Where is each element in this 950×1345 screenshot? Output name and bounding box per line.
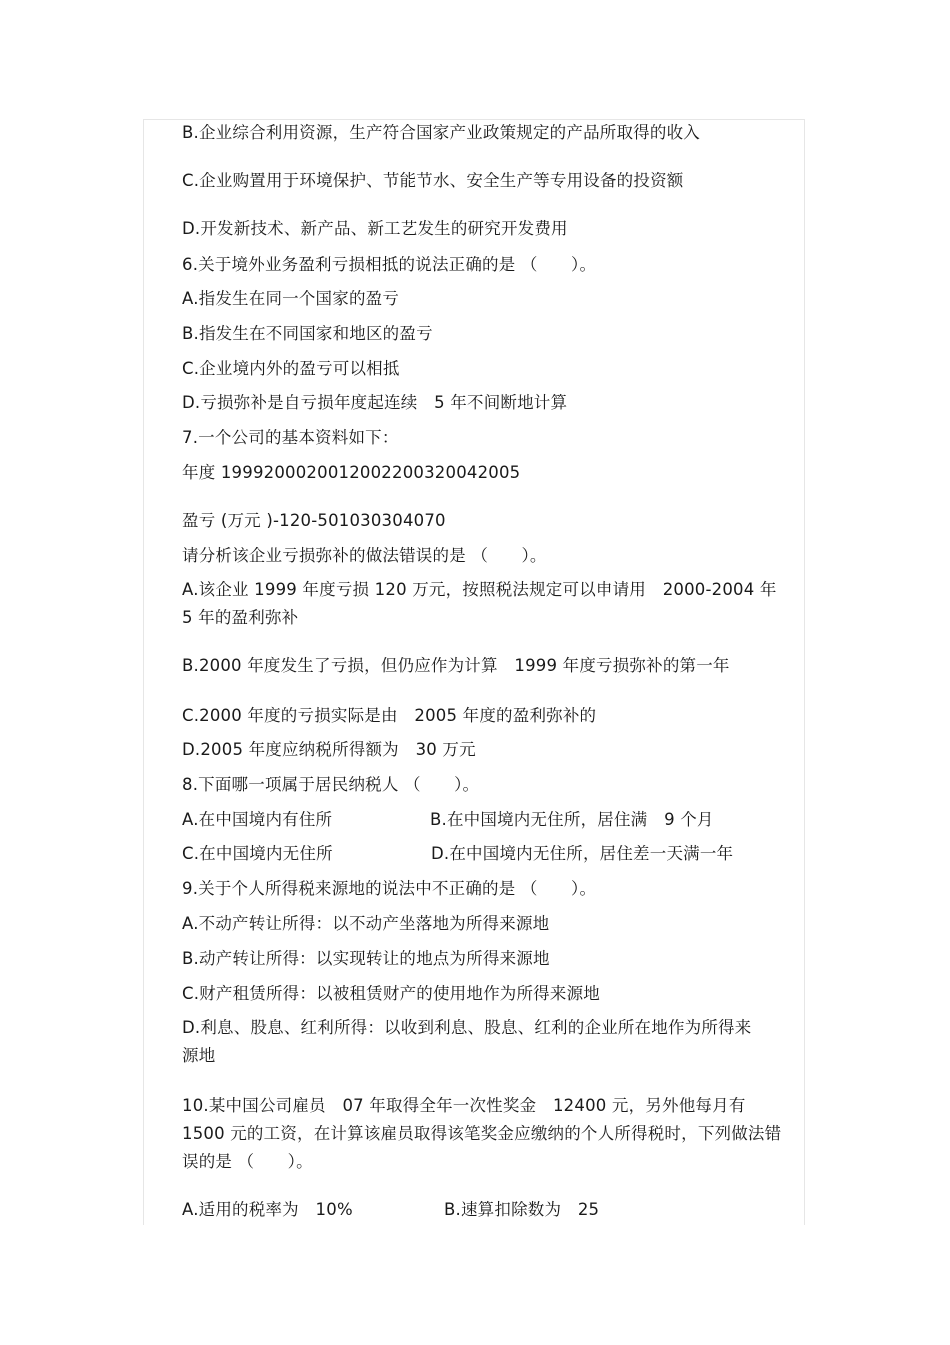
option-8a: A.在中国境内有住所	[182, 810, 333, 829]
option-7a: A.该企业 1999 年度亏损 120 万元，按照税法规定可以申请用 2000-2004 年 5 年的盈利弥补	[182, 580, 777, 627]
option-9d: D.利息、股息、红利所得：以收到利息、股息、红利的企业所在地作为所得来源地	[182, 1018, 752, 1065]
option-10b: B.速算扣除数为 25	[444, 1200, 600, 1219]
option-6c: C.企业境内外的盈亏可以相抵	[182, 359, 400, 378]
option-8d: D.在中国境内无住所，居住差一天满一年	[431, 844, 734, 863]
question-7: 7.一个公司的基本资料如下：	[182, 428, 399, 447]
option-9b: B.动产转让所得：以实现转让的地点为所得来源地	[182, 949, 550, 968]
option-6d: D.亏损弥补是自亏损年度起连续 5 年不间断地计算	[182, 393, 568, 412]
option-7d: D.2005 年度应纳税所得额为 30 万元	[182, 740, 476, 759]
q7-profit-row: 盈亏 (万元 )-120-501030304070	[182, 511, 446, 530]
option-6a: A.指发生在同一个国家的盈亏	[182, 289, 400, 308]
option-9c: C.财产租赁所得：以被租赁财产的使用地作为所得来源地	[182, 984, 600, 1003]
question-10: 10.某中国公司雇员 07 年取得全年一次性奖金 12400 元，另外他每月有 1500 元的工资，在计算该雇员取得该笔奖金应缴纳的个人所得税时，下列做法错误的是 （ ）。	[182, 1096, 782, 1171]
option-5b: B.企业综合利用资源，生产符合国家产业政策规定的产品所取得的收入	[182, 123, 700, 142]
option-7c: C.2000 年度的亏损实际是由 2005 年度的盈利弥补的	[182, 706, 597, 725]
option-8c: C.在中国境内无住所	[182, 844, 333, 863]
option-7b: B.2000 年度发生了亏损，但仍应作为计算 1999 年度亏损弥补的第一年	[182, 656, 730, 675]
option-9a: A.不动产转让所得：以不动产坐落地为所得来源地	[182, 914, 550, 933]
option-6b: B.指发生在不同国家和地区的盈亏	[182, 324, 433, 343]
option-5d: D.开发新技术、新产品、新工艺发生的研究开发费用	[182, 219, 568, 238]
question-8: 8.下面哪一项属于居民纳税人 （ ）。	[182, 775, 480, 794]
option-5c: C.企业购置用于环境保护、节能节水、安全生产等专用设备的投资额	[182, 171, 684, 190]
question-6: 6.关于境外业务盈利亏损相抵的说法正确的是 （ ）。	[182, 255, 597, 274]
option-8b: B.在中国境内无住所，居住满 9 个月	[430, 810, 714, 829]
q8-options-row-1	[182, 808, 802, 832]
option-10a: A.适用的税率为 10%	[182, 1200, 353, 1219]
q10-options-row	[182, 1198, 802, 1222]
question-9: 9.关于个人所得税来源地的说法中不正确的是 （ ）。	[182, 879, 597, 898]
q7-prompt: 请分析该企业亏损弥补的做法错误的是 （ ）。	[182, 546, 547, 565]
q7-year-row: 年度 1999200020012002200320042005	[182, 463, 521, 482]
q8-options-row-2	[182, 842, 802, 866]
